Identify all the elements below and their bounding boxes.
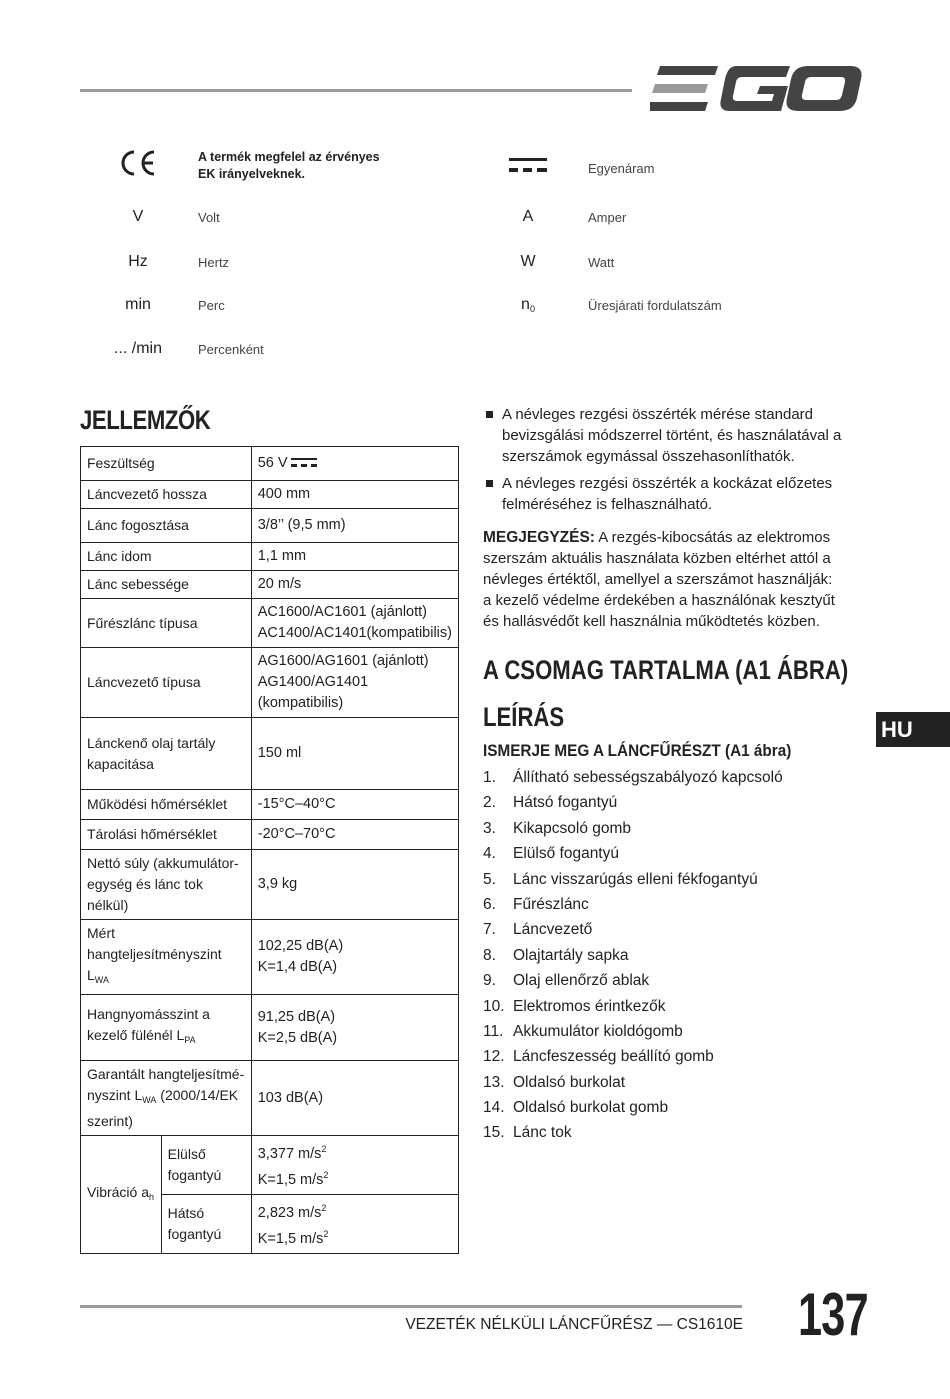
symbol-row-dc	[468, 156, 654, 181]
table-row: Feszültség 56 V	[81, 447, 459, 481]
ego-logo-icon	[650, 64, 862, 114]
table-row: Mért hangteljesítményszint $L_{WA}$ 102,25 dB(A) K=1,4 dB(A)	[81, 920, 459, 995]
watt-description: Watt	[588, 254, 615, 270]
list-item: 5. Lánc visszarúgás elleni fékfogantyú	[483, 870, 758, 888]
per-min-symbol: ... /min	[113, 340, 162, 357]
amper-description: Amper	[588, 209, 627, 225]
bullet-item: A névleges rezgési összérték mérése standard bevizsgálási módszerrel történt, és használatával a szerszámok egymással összehasonlíthatók.	[483, 404, 843, 467]
list-item: 1. Állítható sebességszabályozó kapcsoló	[483, 769, 783, 786]
list-item: 15. Lánc tok	[483, 1124, 572, 1142]
dc-description: Egyenáram	[588, 161, 655, 176]
volt-symbol: V	[132, 208, 144, 225]
features-heading: JELLEMZŐK	[80, 405, 211, 435]
square-bullet-icon	[486, 480, 493, 487]
table-row: Tárolási hőmérséklet -20°C–70°C	[81, 820, 459, 850]
min-description: Perc	[198, 297, 225, 313]
description-heading: LEÍRÁS	[483, 702, 565, 732]
list-item: 8. Olajtartály sapka	[483, 946, 629, 964]
table-row: Hátsó fogantyú 2,823 $m/s^2$ K=1,5 $m/s^2$	[81, 1195, 459, 1254]
list-item: 4. Elülső fogantyú	[483, 845, 619, 863]
list-item: 11. Akkumulátor kioldógomb	[483, 1022, 683, 1040]
list-item: 14. Oldalsó burkolat gomb	[483, 1099, 669, 1117]
table-row: Lánc fogosztása 3/8’’ (9,5 mm)	[81, 509, 459, 543]
parts-list	[483, 765, 783, 1146]
list-item: 7. Láncvezető	[483, 921, 593, 939]
list-item: 9. Olaj ellenőrző ablak	[483, 972, 650, 990]
symbol-row-hertz	[78, 253, 229, 271]
table-row: Garantált hangteljesítmé-nyszint $L_{WA}$ (2000/14/EK szerint) 103 dB(A)	[81, 1061, 459, 1136]
table-row: Hangnyomásszint a kezelő fülénél $L_{PA}$ 91,25 dB(A) K=2,5 dB(A)	[81, 995, 459, 1061]
symbol-row-no-load-speed	[468, 296, 722, 314]
table-row: Láncvezető típusa AG1600/AG1601 (ajánlott) AG1400/AG1401 (kompatibilis)	[81, 648, 459, 718]
vibration-label: Vibráció $a_h$	[81, 1136, 162, 1254]
table-row: Nettó súly (akkumulátor-egység és lánc tok nélkül) 3,9 kg	[81, 850, 459, 920]
list-item: 12. Láncfeszesség beállító gomb	[483, 1048, 714, 1066]
list-item: 2. Hátsó fogantyú	[483, 794, 618, 812]
square-bullet-icon	[486, 411, 493, 418]
package-heading: A CSOMAG TARTALMA (A1 ÁBRA)	[483, 655, 849, 685]
footer-title: VEZETÉK NÉLKÜLI LÁNCFŰRÉSZ — CS1610E	[405, 1316, 743, 1333]
description-subheading: ISMERJE MEG A LÁNCFŰRÉSZT (A1 ábra)	[483, 741, 792, 760]
symbol-row-volt	[78, 208, 220, 226]
amper-symbol: A	[522, 208, 534, 225]
dc-current-icon	[468, 156, 588, 181]
footer-rule	[80, 1305, 742, 1308]
symbol-row-amper	[468, 208, 626, 226]
per-min-description: Percenként	[198, 341, 264, 357]
symbol-row-ce	[78, 148, 438, 183]
page-number: 137	[798, 1281, 868, 1348]
ce-description: A termék megfelel az érvényes EK irányelveknek.	[198, 149, 380, 181]
note-paragraph: MEGJEGYZÉS: A rezgés-kibocsátás az elektromos szerszám aktuális használata közben eltérhet attól a névleges értéktől, amellyel a szerszámot használják: a kezelő védelme érdekében a használónak kesztyűt és hallásvédőt kell használnia működtetés közben.	[483, 529, 835, 630]
min-symbol: min	[125, 296, 151, 313]
list-item: 13. Oldalsó burkolat	[483, 1073, 626, 1091]
watt-symbol: W	[520, 253, 536, 270]
list-item: 10. Elektromos érintkezők	[483, 997, 666, 1015]
list-item: 3. Kikapcsoló gomb	[483, 819, 632, 837]
table-row: Vibráció $a_h$ Elülső fogantyú 3,377 $m/s^2$ K=1,5 $m/s^2$	[81, 1136, 459, 1195]
no-load-speed-description: Üresjárati fordulatszám	[588, 297, 722, 313]
symbol-row-per-min	[78, 340, 264, 358]
features-table	[80, 446, 459, 1254]
table-row: Lánc sebessége 20 m/s	[81, 571, 459, 599]
bullet-item: A névleges rezgési összérték a kockázat előzetes felméréséhez is felhasználható.	[483, 473, 843, 515]
hertz-description: Hertz	[198, 254, 230, 270]
list-item: 6. Fűrészlánc	[483, 895, 589, 913]
table-row: Fűrészlánc típusa AC1600/AC1601 (ajánlott) AC1400/AC1401(kompatibilis)	[81, 599, 459, 648]
table-row: Lánckenő olaj tartály kapacitása 150 ml	[81, 718, 459, 790]
table-row: Láncvezető hossza 400 mm	[81, 481, 459, 509]
no-load-speed-symbol: $n_0$	[521, 296, 535, 314]
ce-mark-icon	[78, 148, 198, 183]
table-row: Működési hőmérséklet -15°C–40°C	[81, 790, 459, 820]
volt-description: Volt	[198, 209, 220, 225]
symbol-row-min	[78, 296, 225, 314]
header-rule	[80, 89, 632, 92]
dc-current-icon	[291, 458, 317, 468]
language-tab: HU	[876, 712, 950, 747]
symbol-row-watt	[468, 253, 614, 271]
table-row: Lánc idom 1,1 mm	[81, 543, 459, 571]
hertz-symbol: Hz	[128, 253, 148, 270]
